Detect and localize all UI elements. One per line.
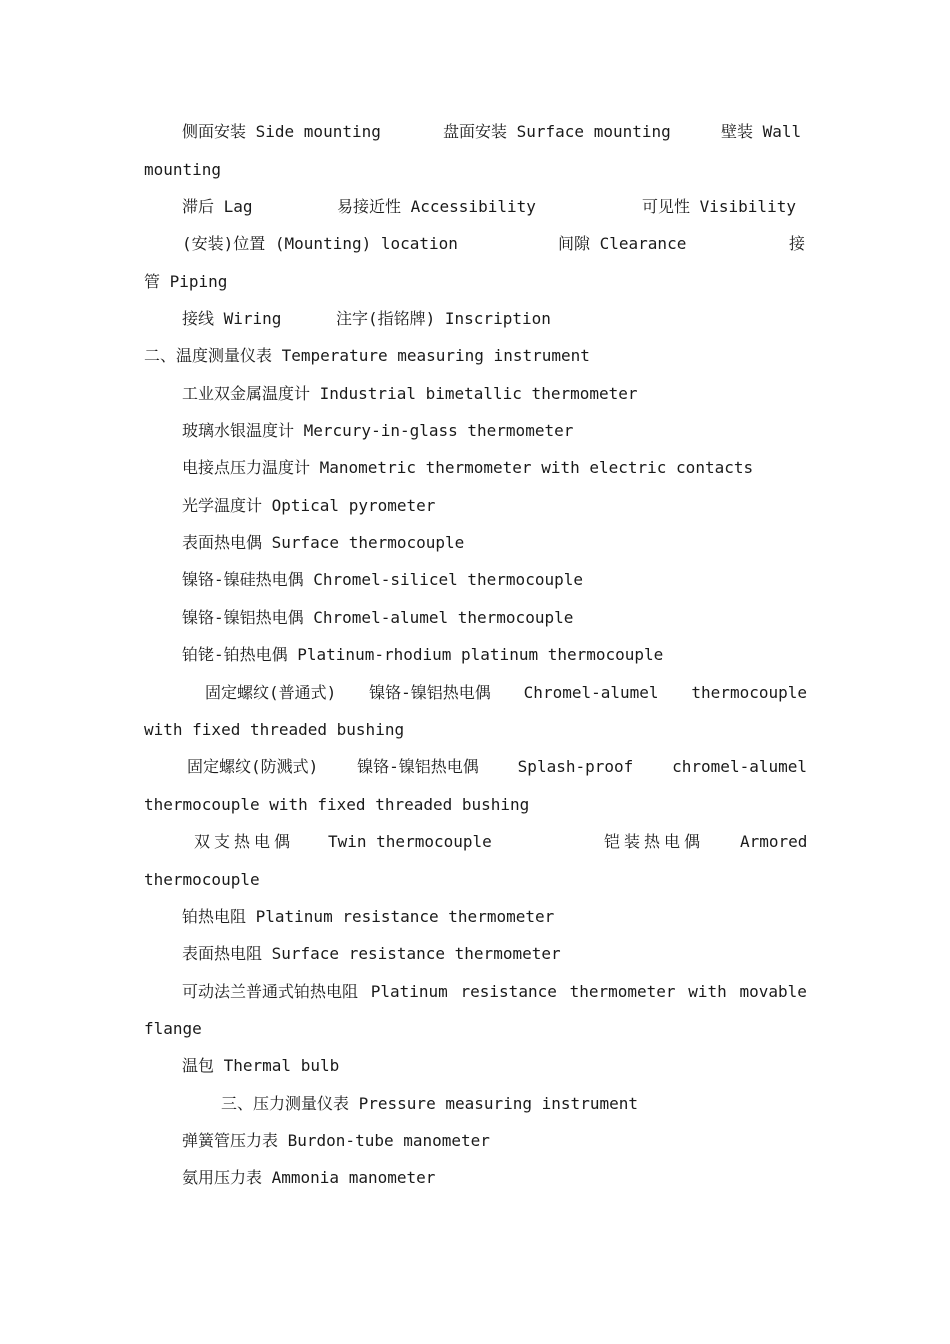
entry-piping-start: 接 — [789, 234, 806, 253]
entry-fixed-thread-part: 固定螺纹(普通式) — [205, 683, 337, 702]
entry-movable-flange-cont: flange — [144, 1019, 202, 1038]
entry-surface-mounting: 盘面安装 Surface mounting — [443, 122, 671, 141]
entry-manometric-thermometer: 电接点压力温度计 Manometric thermometer with electric contacts — [182, 458, 754, 477]
entry-armored-thermocouple-cont: thermocouple — [144, 870, 260, 889]
entry-twin-thermocouple-cn: 双支热电偶 — [194, 832, 295, 851]
entry-platinum-rhodium: 铂铑-铂热电偶 Platinum-rhodium platinum thermocouple — [182, 645, 664, 664]
section-heading-temperature: 二、温度测量仪表 Temperature measuring instrument — [144, 346, 590, 365]
entry-movable-flange-resistance — [182, 982, 807, 1002]
entry-armored-thermocouple-en: Armored — [740, 832, 808, 851]
entry-wiring: 接线 Wiring — [182, 309, 282, 328]
entry-burdon-tube-manometer: 弹簧管压力表 Burdon-tube manometer — [182, 1131, 490, 1150]
entry-movable-flange-part: Platinum — [370, 982, 448, 1001]
entry-lag: 滞后 Lag — [182, 197, 253, 216]
entry-wall-mounting-cont: mounting — [144, 160, 222, 179]
entry-fixed-thread-thermocouple — [205, 683, 807, 703]
entry-splash-proof-part: 镍铬-镍铝热电偶 — [357, 757, 479, 776]
entry-clearance: 间隙 Clearance — [558, 234, 687, 253]
entry-platinum-resistance: 铂热电阻 Platinum resistance thermometer — [182, 907, 555, 926]
entry-visibility: 可见性 Visibility — [642, 197, 796, 216]
entry-fixed-thread-part: 镍铬-镍铝热电偶 — [369, 683, 491, 702]
entry-mercury-thermometer: 玻璃水银温度计 Mercury-in-glass thermometer — [182, 421, 574, 440]
entry-movable-flange-part: movable — [739, 982, 807, 1001]
entry-fixed-thread-part: thermocouple — [691, 683, 807, 702]
entry-bimetallic-thermometer: 工业双金属温度计 Industrial bimetallic thermometer — [182, 384, 638, 403]
entry-optical-pyrometer: 光学温度计 Optical pyrometer — [182, 496, 436, 515]
entry-movable-flange-part: with — [688, 982, 727, 1001]
entry-surface-resistance: 表面热电阻 Surface resistance thermometer — [182, 944, 561, 963]
entry-accessibility: 易接近性 Accessibility — [337, 197, 536, 216]
entry-piping-cont: 管 Piping — [144, 272, 228, 291]
entry-splash-proof-part: Splash-proof — [517, 757, 634, 776]
entry-fixed-thread-part: Chromel-alumel — [523, 683, 659, 702]
entry-side-mounting: 侧面安装 Side mounting — [182, 122, 381, 141]
entry-splash-proof-part: 固定螺纹(防溅式) — [187, 757, 319, 776]
entry-splash-proof-thermocouple — [187, 757, 807, 777]
entry-movable-flange-part: resistance — [460, 982, 557, 1001]
section-heading-pressure: 三、压力测量仪表 Pressure measuring instrument — [221, 1094, 638, 1113]
entry-splash-proof-cont: thermocouple with fixed threaded bushing — [144, 795, 530, 814]
entry-surface-thermocouple: 表面热电偶 Surface thermocouple — [182, 533, 465, 552]
entry-wall-mounting: 壁装 Wall — [721, 122, 802, 141]
entry-thermal-bulb: 温包 Thermal bulb — [182, 1056, 340, 1075]
entry-armored-thermocouple-cn: 铠装热电偶 — [604, 832, 705, 851]
entry-fixed-thread-cont: with fixed threaded bushing — [144, 720, 405, 739]
entry-movable-flange-part: thermometer — [569, 982, 676, 1001]
entry-ammonia-manometer: 氨用压力表 Ammonia manometer — [182, 1168, 436, 1187]
entry-mounting-location: (安装)位置 (Mounting) location — [182, 234, 458, 253]
entry-movable-flange-part: 可动法兰普通式铂热电阻 — [182, 982, 359, 1001]
entry-twin-thermocouple-en: Twin thermocouple — [328, 832, 492, 851]
entry-inscription: 注字(指铭牌) Inscription — [336, 309, 551, 328]
entry-chromel-silicel: 镍铬-镍硅热电偶 Chromel-silicel thermocouple — [182, 570, 583, 589]
entry-chromel-alumel: 镍铬-镍铝热电偶 Chromel-alumel thermocouple — [182, 608, 574, 627]
entry-splash-proof-part: chromel-alumel — [672, 757, 807, 776]
